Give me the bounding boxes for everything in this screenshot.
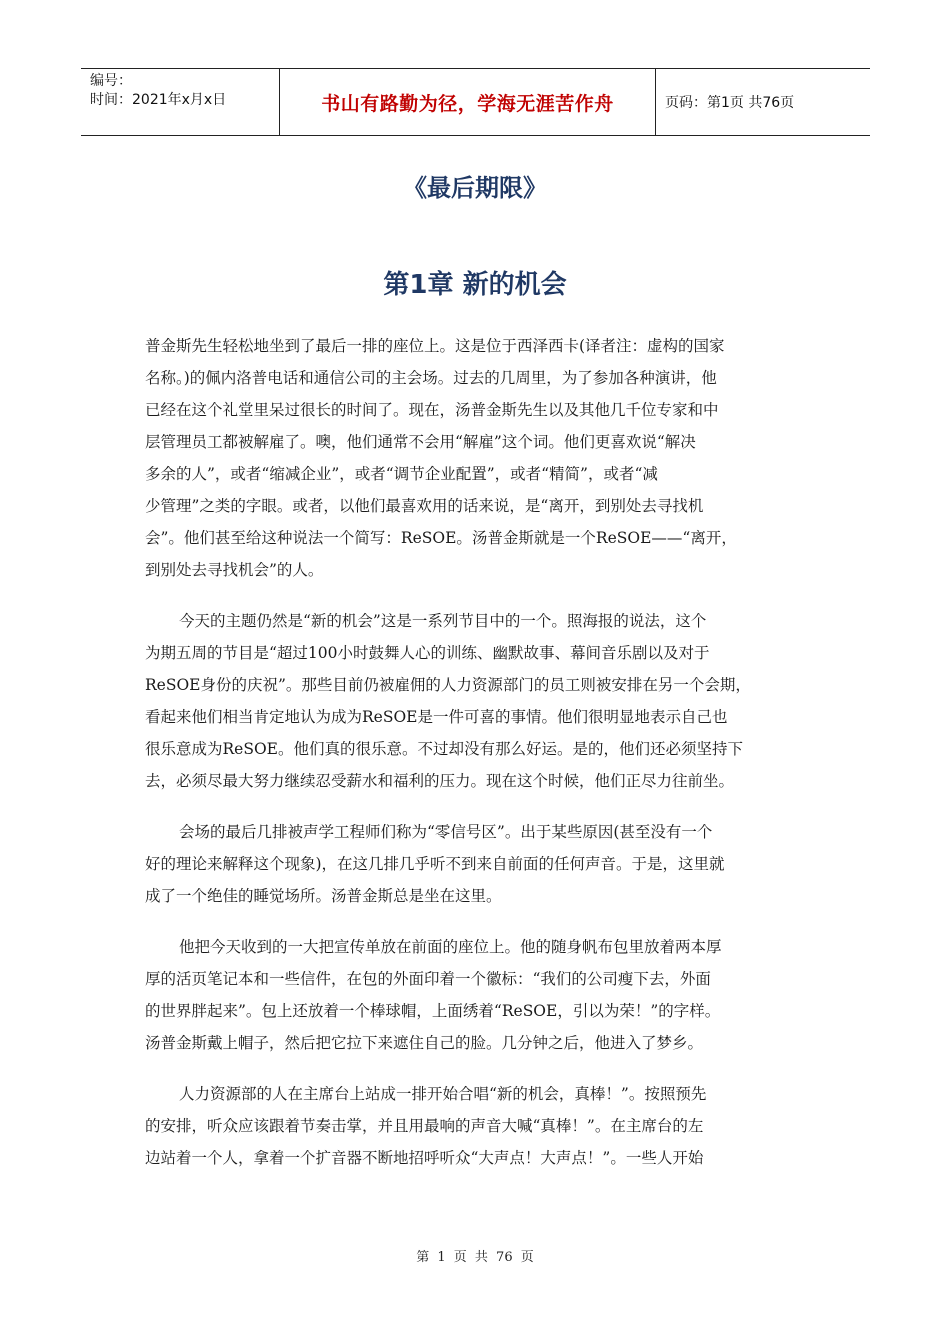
text-line: 成了一个绝佳的睡觉场所。汤普金斯总是坐在这里。 xyxy=(145,887,502,905)
header-motto: 书山有路勤为径，学海无涯苦作舟 xyxy=(280,69,656,135)
text-line: 他把今天收到的一大把宣传单放在前面的座位上。他的随身帆布包里放着两本厚 xyxy=(179,938,722,956)
text-line: 今天的主题仍然是“新的机会”这是一系列节目中的一个。照海报的说法，这个 xyxy=(179,612,707,630)
chapter-title: 第1章 新的机会 xyxy=(383,270,567,300)
text-line: 汤普金斯戴上帽子，然后把它拉下来遮住自己的脸。几分钟之后，他进入了梦乡。 xyxy=(145,1034,704,1052)
body-text xyxy=(145,330,811,1193)
text-line: 多余的人”，或者“缩减企业”，或者“调节企业配置”，或者“精简”，或者“减 xyxy=(145,465,658,483)
text-line: 已经在这个礼堂里呆过很长的时间了。现在，汤普金斯先生以及其他几千位专家和中 xyxy=(145,401,719,419)
text-line: 好的理论来解释这个现象)，在这几排几乎听不到来自前面的任何声音。于是，这里就 xyxy=(145,855,725,873)
text-line: 到别处去寻找机会”的人。 xyxy=(145,561,324,579)
text-line: 普金斯先生轻松地坐到了最后一排的座位上。这是位于西泽西卡(译者注：虚构的国家 xyxy=(145,337,725,355)
text-line: 看起来他们相当肯定地认为成为ReSOE是一件可喜的事情。他们很明显地表示自己也 xyxy=(145,708,728,726)
text-line: 少管理”之类的字眼。或者，以他们最喜欢用的话来说，是“离开，到别处去寻找机 xyxy=(145,497,704,515)
page-footer: 第 1 页 共 76 页 xyxy=(416,1250,534,1265)
paragraph xyxy=(145,1078,811,1174)
page-header xyxy=(81,68,870,136)
document-number-label: 编号： xyxy=(90,73,132,89)
document-date: 时间：2021年x月x日 xyxy=(90,92,227,108)
header-meta xyxy=(81,69,280,135)
document-title: 《最后期限》 xyxy=(403,174,547,202)
paragraph xyxy=(145,816,811,912)
text-line: 的安排，听众应该跟着节奏击掌，并且用最响的声音大喊“真棒！”。在主席台的左 xyxy=(145,1117,704,1135)
text-line: 人力资源部的人在主席台上站成一排开始合唱“新的机会，真棒！”。按照预先 xyxy=(179,1085,707,1103)
header-page-info: 页码：第1页 共76页 xyxy=(665,95,795,111)
text-line: 厚的活页笔记本和一些信件，在包的外面印着一个徽标：“我们的公司瘦下去，外面 xyxy=(145,970,711,988)
text-line: 名称。)的佩内洛普电话和通信公司的主会场。过去的几周里，为了参加各种演讲，他 xyxy=(145,369,717,387)
text-line: ReSOE身份的庆祝”。那些目前仍被雇佣的人力资源部门的员工则被安排在另一个会期， xyxy=(145,676,751,694)
text-line: 会”。他们甚至给这种说法一个简写：ReSOE。汤普金斯就是一个ReSOE——“离开， xyxy=(145,529,737,547)
paragraph xyxy=(145,931,811,1059)
text-line: 会场的最后几排被声学工程师们称为“零信号区”。出于某些原因(甚至没有一个 xyxy=(179,823,713,841)
text-line: 的世界胖起来”。包上还放着一个棒球帽，上面绣着“ReSOE，引以为荣！”的字样。 xyxy=(145,1002,721,1020)
text-line: 很乐意成为ReSOE。他们真的很乐意。不过却没有那么好运。是的，他们还必须坚持下 xyxy=(145,740,743,758)
text-line: 去，必须尽最大努力继续忍受薪水和福利的压力。现在这个时候，他们正尽力往前坐。 xyxy=(145,772,735,790)
paragraph xyxy=(145,605,811,797)
text-line: 为期五周的节目是“超过100小时鼓舞人心的训练、幽默故事、幕间音乐剧以及对于 xyxy=(145,644,710,662)
paragraph xyxy=(145,330,811,586)
text-line: 层管理员工都被解雇了。噢，他们通常不会用“解雇”这个词。他们更喜欢说“解决 xyxy=(145,433,696,451)
text-line: 边站着一个人，拿着一个扩音器不断地招呼听众“大声点！大声点！”。一些人开始 xyxy=(145,1149,704,1167)
